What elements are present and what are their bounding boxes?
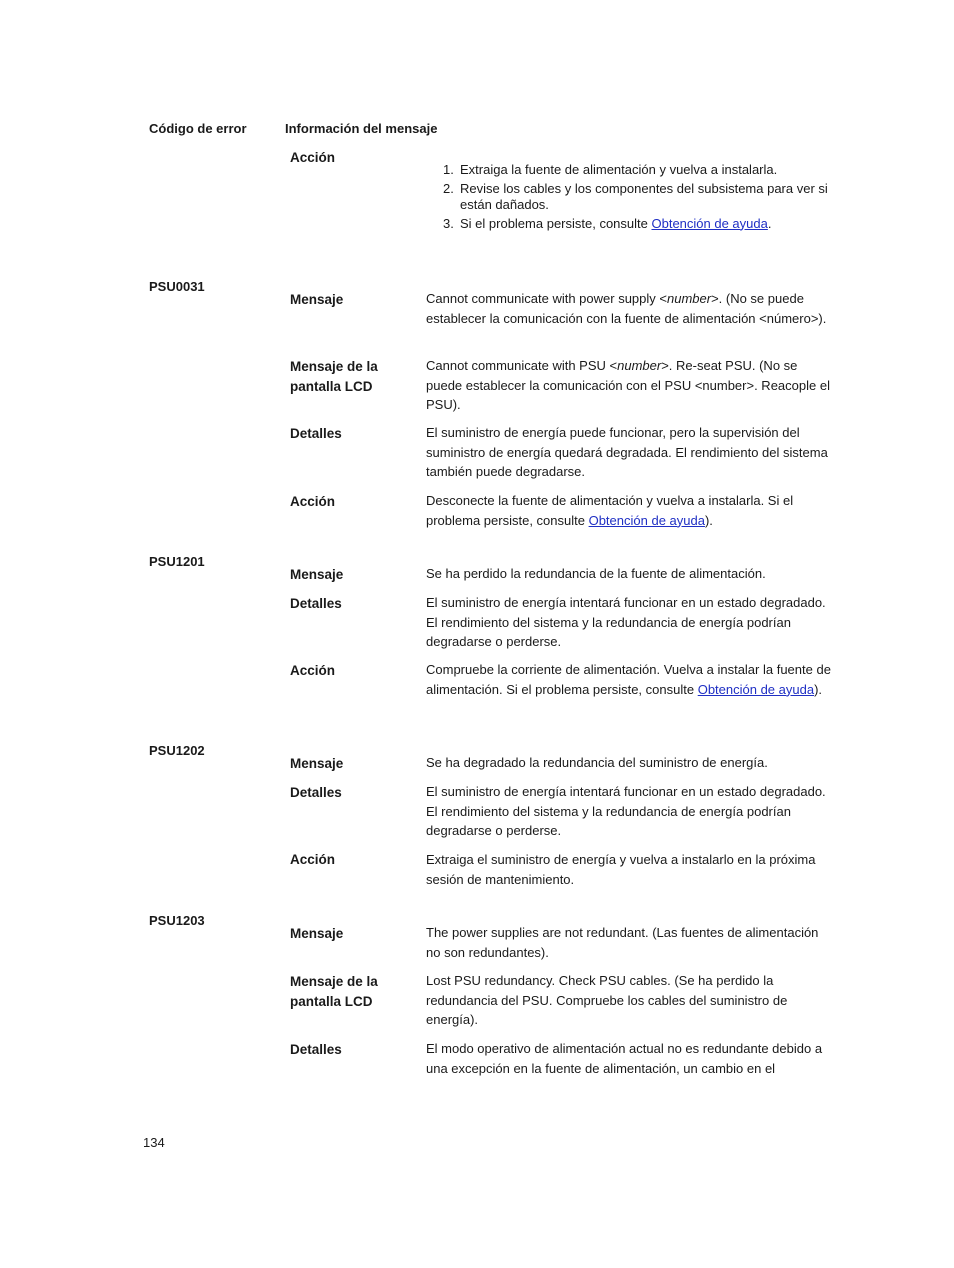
detalles-value: El suministro de energía puede funcionar, pero la supervisión del suministro de energía quedará degradada. El rendimiento del sistema también puede degradarse.	[426, 425, 828, 479]
page-number: 134	[143, 1135, 165, 1150]
detalles-value: El suministro de energía intentará funcionar en un estado degradado. El rendimiento del sistema y la redundancia de energía podrían degradarse o perderse.	[426, 595, 826, 649]
label-accion: Acción	[290, 494, 336, 509]
error-code: PSU1202	[149, 743, 205, 758]
label-accion: Acción	[290, 663, 336, 678]
step-item: 2. Revise los cables y los componentes del subsistema para ver si están dañados.	[443, 180, 828, 212]
error-code: PSU1203	[149, 913, 205, 928]
error-code: PSU1201	[149, 554, 205, 569]
help-link[interactable]: Obtención de ayuda	[588, 512, 705, 528]
lcd-message-value: Cannot communicate with PSU <number>. Re-seat PSU. (No se puede establecer la comunicación con el PSU <number>. Reacople el PSU).	[426, 358, 830, 412]
column-header-message-info: Información del mensaje	[285, 121, 438, 136]
lcd-message-value: Lost PSU redundancy. Check PSU cables. (Se ha perdido la redundancia del PSU. Compruebe los cables del suministro de energía).	[426, 973, 788, 1027]
detalles-value: El modo operativo de alimentación actual no es redundante debido a una excepción en la fuente de alimentación, un cambio en el	[426, 1041, 823, 1076]
label-detalles: Detalles	[290, 1042, 342, 1057]
label-detalles: Detalles	[290, 426, 342, 441]
label-lcd-message: Mensaje de la pantalla LCD	[290, 359, 378, 394]
mensaje-value: The power supplies are not redundant. (Las fuentes de alimentación no son redundantes).	[426, 925, 819, 960]
detalles-value: El suministro de energía intentará funcionar en un estado degradado. El rendimiento del sistema y la redundancia de energía podrían degradarse o perderse.	[426, 784, 826, 838]
help-link[interactable]: Obtención de ayuda	[651, 215, 768, 231]
help-link[interactable]: Obtención de ayuda	[697, 681, 815, 697]
steps-list	[443, 162, 838, 234]
label-lcd-message: Mensaje de la pantalla LCD	[290, 974, 378, 1009]
accion-value: Desconecte la fuente de alimentación y vuelva a instalarla. Si el problema persiste, consulte Obtención de ayuda).	[426, 493, 794, 528]
mensaje-value: Se ha degradado la redundancia del suministro de energía.	[426, 755, 768, 770]
mensaje-value: Cannot communicate with power supply <number>. (No se puede establecer la comunicación con la fuente de alimentación <número>).	[426, 291, 827, 326]
label-mensaje: Mensaje	[290, 292, 344, 307]
accion-value: Compruebe la corriente de alimentación. Vuelva a instalar la fuente de alimentación. Si el problema persiste, consulte Obtención de ayuda).	[426, 662, 831, 697]
label-mensaje: Mensaje	[290, 926, 344, 941]
step-item: 3. Si el problema persiste, consulte Obtención de ayuda.	[443, 215, 772, 231]
label-accion: Acción	[290, 150, 336, 165]
label-mensaje: Mensaje	[290, 756, 344, 771]
label-detalles: Detalles	[290, 596, 342, 611]
mensaje-value: Se ha perdido la redundancia de la fuente de alimentación.	[426, 566, 766, 581]
label-accion: Acción	[290, 852, 336, 867]
column-header-error-code: Código de error	[149, 121, 247, 136]
accion-value: Extraiga el suministro de energía y vuelva a instalarlo en la próxima sesión de mantenimiento.	[426, 852, 816, 887]
label-detalles: Detalles	[290, 785, 342, 800]
label-mensaje: Mensaje	[290, 567, 344, 582]
step-item: 1. Extraiga la fuente de alimentación y vuelva a instalarla.	[443, 162, 778, 177]
error-code: PSU0031	[149, 279, 205, 294]
